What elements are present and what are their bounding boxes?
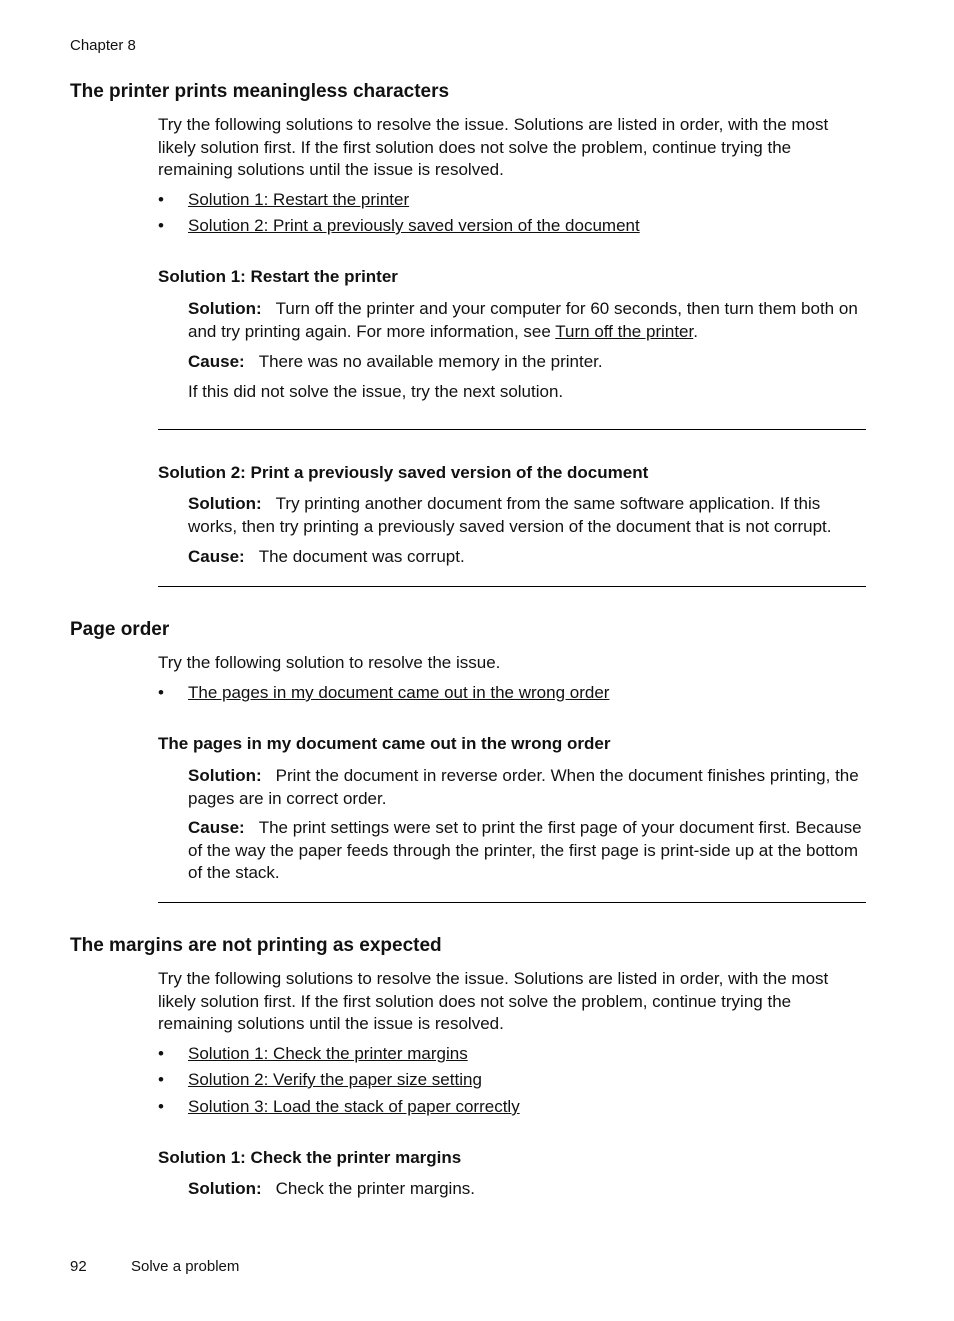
cause-paragraph <box>188 351 868 374</box>
bullet-icon: • <box>158 216 164 235</box>
solution-text: Try printing another document from the same software application. If this works, then try printing a previously saved version of the document that is not corrupt. <box>188 494 832 536</box>
link-check-margins[interactable]: Solution 1: Check the printer margins <box>188 1044 468 1063</box>
cause-label: Cause: <box>188 547 245 566</box>
solution-text: Check the printer margins. <box>275 1179 476 1198</box>
section3-intro: Try the following solutions to resolve the issue. Solutions are listed in order, with the most likely solution first. If the first solution does not solve the problem, continue trying the remaining solutions until the issue is resolved. <box>158 969 829 1033</box>
list-item <box>158 1070 482 1090</box>
subsection-title-wrong-order: The pages in my document came out in the wrong order <box>158 734 611 753</box>
section-title-margins: The margins are not printing as expected <box>70 935 442 956</box>
section-title-meaningless-characters: The printer prints meaningless characters <box>70 81 450 102</box>
solution-paragraph <box>188 298 868 343</box>
solution-paragraph <box>188 493 868 538</box>
list-item <box>158 1097 520 1117</box>
solution-label: Solution: <box>188 1179 262 1198</box>
cause-label: Cause: <box>188 818 245 837</box>
solution-text: Turn off the printer and your computer for 60 seconds, then turn them both on and try printing again. For more information, see <box>188 299 858 341</box>
solution-end: . <box>693 321 698 341</box>
section-title-page-order: Page order <box>70 619 170 640</box>
bullet-icon: • <box>158 1070 164 1089</box>
solution-label: Solution: <box>188 766 262 785</box>
cause-text: The print settings were set to print the first page of your document first. Because of the way the paper feeds through the printer, the first page is print-side up at the bottom of the stack. <box>188 818 862 882</box>
divider <box>158 586 866 587</box>
solution-paragraph <box>188 1178 868 1201</box>
cause-paragraph <box>188 546 868 569</box>
cause-label: Cause: <box>188 352 245 371</box>
link-solution1-restart[interactable]: Solution 1: Restart the printer <box>188 190 410 209</box>
solution-paragraph <box>188 765 868 810</box>
list-item <box>158 1044 468 1064</box>
cause-text: The document was corrupt. <box>258 547 465 566</box>
list-item <box>158 190 409 210</box>
link-wrong-order[interactable]: The pages in my document came out in the wrong order <box>188 683 610 702</box>
divider <box>158 902 866 903</box>
section1-intro: Try the following solutions to resolve the issue. Solutions are listed in order, with the most likely solution first. If the first solution does not solve the problem, continue trying the remaining solutions until the issue is resolved. <box>158 115 829 179</box>
cause-text: There was no available memory in the printer. <box>258 352 603 371</box>
link-solution2-print-saved[interactable]: Solution 2: Print a previously saved version of the document <box>188 216 640 235</box>
solution-label: Solution: <box>188 494 262 513</box>
footer-section: Solve a problem <box>131 1258 240 1275</box>
subsection-title-restart: Solution 1: Restart the printer <box>158 267 398 286</box>
subsection-title-print-saved: Solution 2: Print a previously saved version of the document <box>158 463 649 482</box>
chapter-label: Chapter 8 <box>70 37 136 54</box>
next-solution-note: If this did not solve the issue, try the next solution. <box>188 382 564 401</box>
cause-paragraph <box>188 817 868 885</box>
solution-text: Print the document in reverse order. When the document finishes printing, the pages are in correct order. <box>188 766 859 808</box>
list-item <box>158 683 609 703</box>
link-load-paper[interactable]: Solution 3: Load the stack of paper correctly <box>188 1097 520 1116</box>
divider <box>158 429 866 430</box>
list-item <box>158 216 640 236</box>
bullet-icon: • <box>158 1097 164 1116</box>
subsection-title-check-margins: Solution 1: Check the printer margins <box>158 1148 462 1167</box>
link-turn-off-printer[interactable]: Turn off the printer <box>555 321 694 341</box>
section2-intro: Try the following solution to resolve the issue. <box>158 653 501 672</box>
bullet-icon: • <box>158 190 164 209</box>
link-verify-paper-size[interactable]: Solution 2: Verify the paper size setting <box>188 1070 482 1089</box>
bullet-icon: • <box>158 1044 164 1063</box>
solution-label: Solution: <box>188 299 262 318</box>
bullet-icon: • <box>158 683 164 702</box>
page-number: 92 <box>70 1258 87 1275</box>
